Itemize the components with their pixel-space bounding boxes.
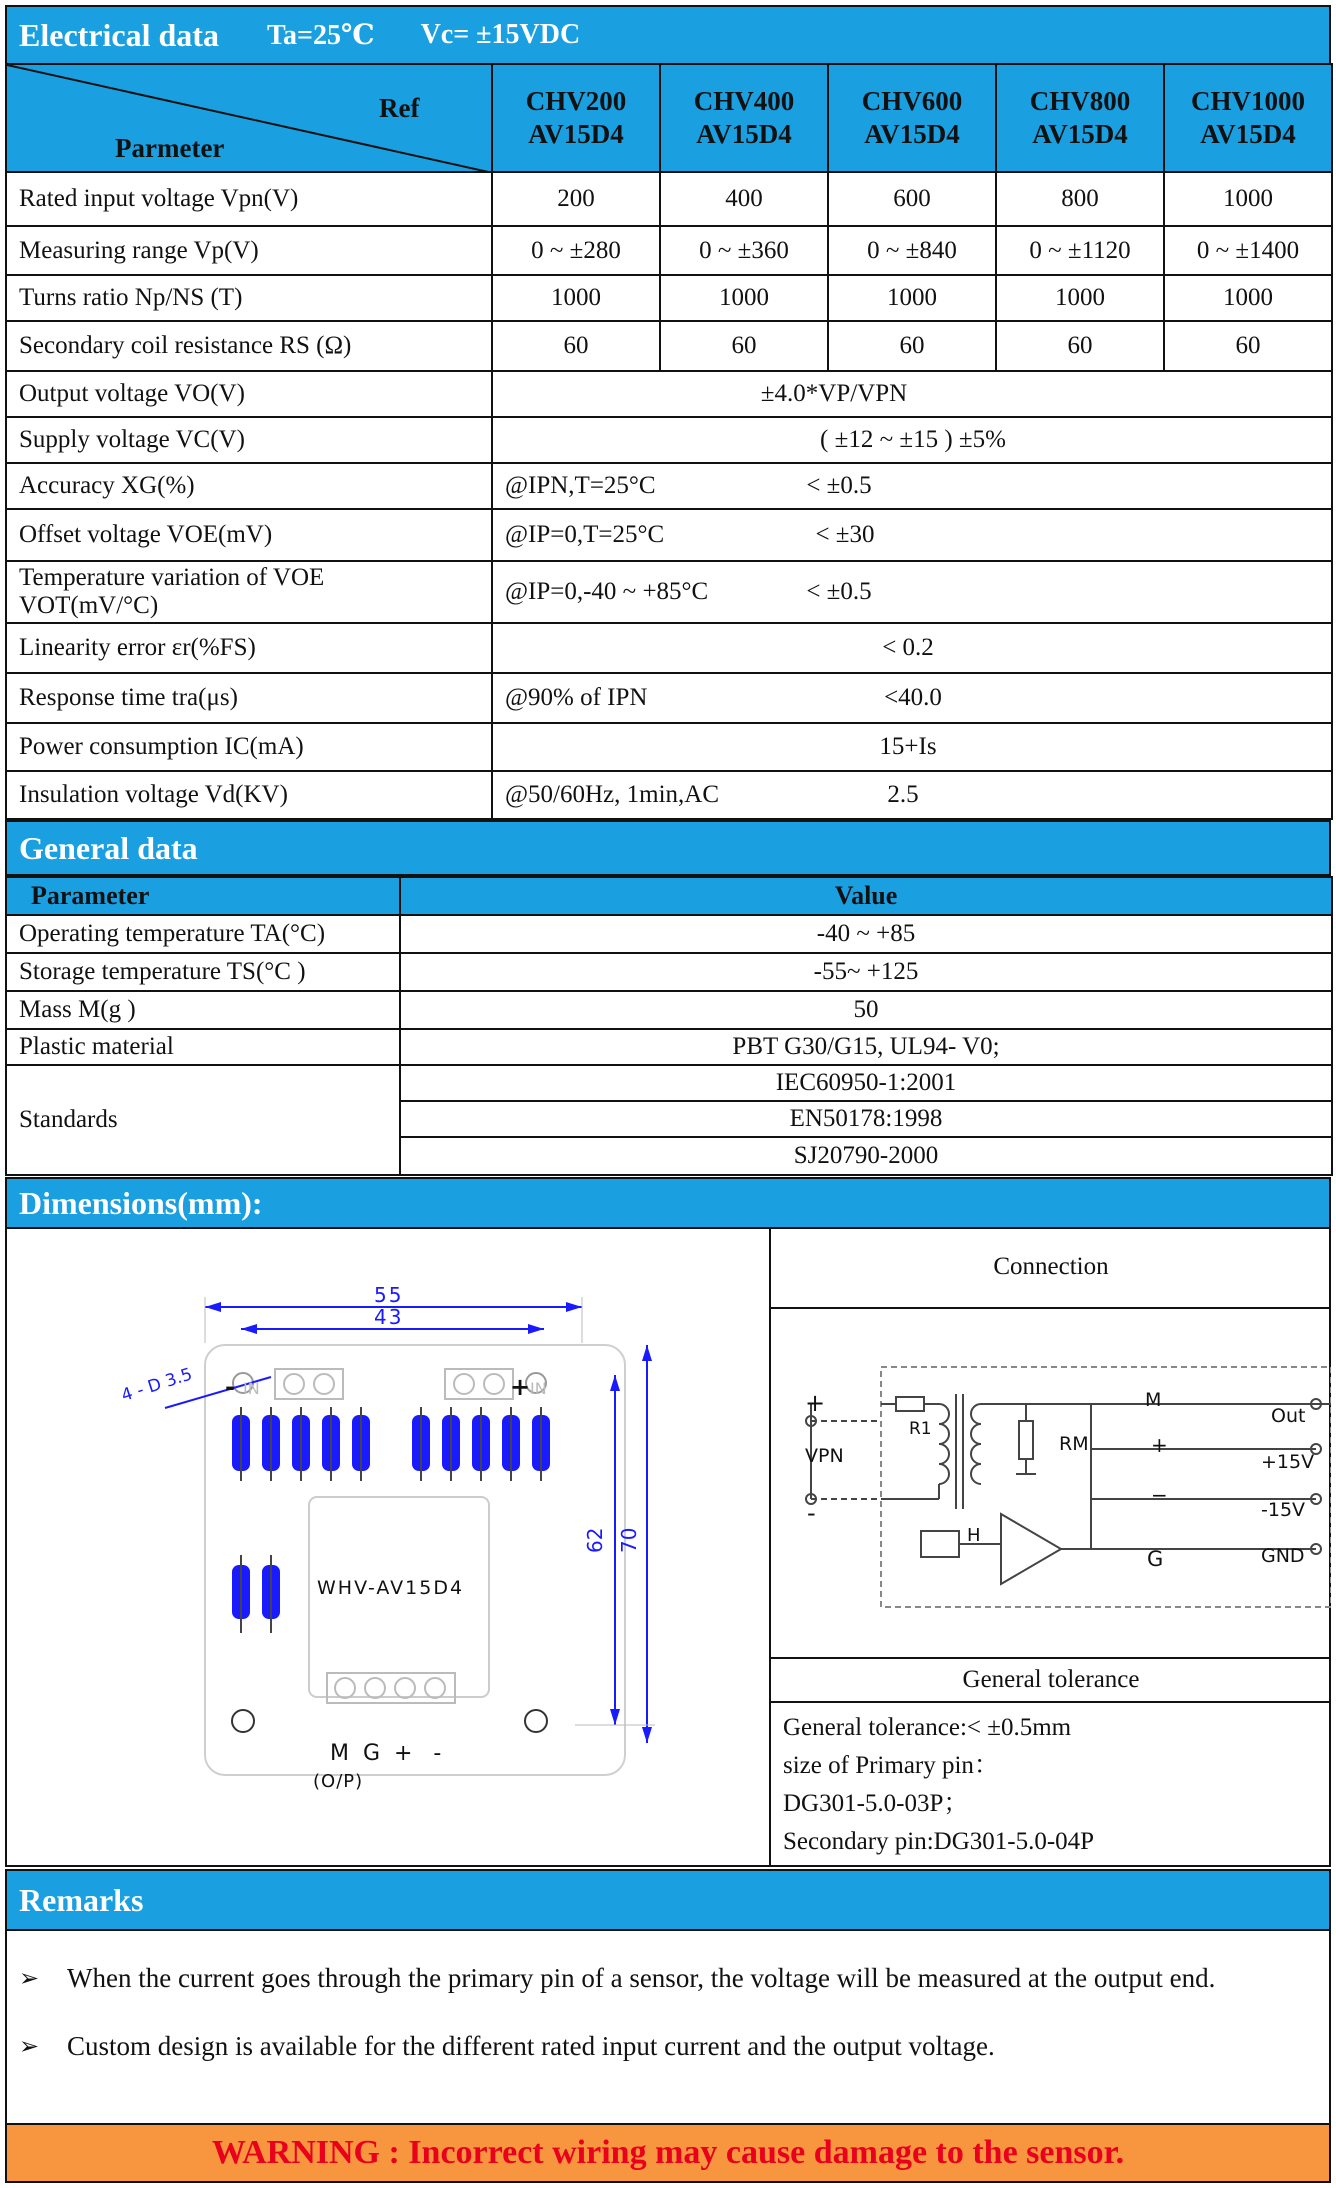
remarks-title: Remarks	[19, 1881, 144, 1918]
standard-value: IEC60950-1:2001	[400, 1065, 1332, 1101]
cell-value: 1000	[492, 275, 660, 321]
tolerance-line: size of Primary pin：	[783, 1752, 999, 1779]
model-header: CHV800 AV15D4	[996, 64, 1164, 172]
row-label: Supply voltage VC(V)	[6, 417, 492, 463]
span-cell	[492, 771, 1332, 819]
row-label: Temperature variation of VOE VOT(mV/°C)	[6, 561, 492, 623]
remark-item: ➢ When the current goes through the primary pin of a sensor, the voltage will be measured at the output end.	[19, 1963, 1216, 1993]
general-table	[5, 876, 1333, 1176]
arrow-bullet-icon: ➢	[19, 2032, 40, 2060]
table-row	[6, 371, 1332, 417]
row-label: Storage temperature TS(°C )	[6, 953, 400, 991]
span-cell	[492, 417, 1332, 463]
row-label: Mass M(g )	[6, 991, 400, 1029]
conn-r1: R1	[909, 1419, 932, 1439]
conn-plus: +	[805, 1389, 826, 1417]
table-row	[6, 673, 1332, 723]
dimension-62: 62	[583, 1527, 607, 1553]
row-label: Output voltage VO(V)	[6, 371, 492, 417]
dimensions-header	[5, 1177, 1331, 1229]
warning-banner: WARNING : Incorrect wiring may cause damage to the sensor.	[5, 2123, 1331, 2183]
cell-value: 60	[996, 321, 1164, 371]
table-row	[6, 417, 1332, 463]
tolerance-title: General tolerance	[771, 1657, 1331, 1703]
row-label: Insulation voltage Vd(KV)	[6, 771, 492, 819]
table-row	[6, 915, 1332, 953]
condition-text: @IP=0,-40 ~ +85°C	[505, 578, 709, 605]
cell-value: 1000	[1164, 172, 1332, 226]
arrow-bullet-icon: ➢	[19, 1964, 40, 1992]
row-label: Rated input voltage Vpn(V)	[6, 172, 492, 226]
parameter-column-header: Parameter	[6, 877, 400, 915]
conn-m: M	[1145, 1389, 1162, 1411]
cell-value: 60	[660, 321, 828, 371]
conn-minus: -	[807, 1499, 816, 1527]
cell-value: 60	[492, 321, 660, 371]
condition-text: @90% of IPN	[505, 684, 648, 711]
conn-rm: RM	[1059, 1433, 1089, 1455]
span-cell	[492, 463, 1332, 509]
span-cell	[492, 371, 1332, 417]
input-left-label: IN	[243, 1379, 260, 1398]
table-row	[6, 226, 1332, 275]
cell-value: 800	[996, 172, 1164, 226]
cell-value: 1000	[1164, 275, 1332, 321]
condition-text: @50/60Hz, 1min,AC	[505, 781, 719, 808]
mounting-hole-label: 4 - D 3.5	[119, 1364, 195, 1407]
value-text: < ±30	[815, 521, 875, 548]
span-cell	[492, 561, 1332, 623]
cell-value: -55~ +125	[400, 953, 1332, 991]
model-header: CHV1000 AV15D4	[1164, 64, 1332, 172]
standard-value: EN50178:1998	[400, 1101, 1332, 1137]
table-row	[6, 991, 1332, 1029]
remarks-header	[5, 1869, 1331, 1931]
cell-value: 0 ~ ±360	[660, 226, 828, 275]
cell-value: 60	[828, 321, 996, 371]
table-row	[6, 1065, 1332, 1101]
tolerance-line: DG301-5.0-03P；	[783, 1790, 969, 1817]
input-right-label: IN	[530, 1379, 547, 1398]
dimensions-title: Dimensions(mm):	[19, 1184, 263, 1221]
dimension-70: 70	[617, 1527, 641, 1553]
row-label: Offset voltage VOE(mV)	[6, 509, 492, 561]
table-row	[6, 561, 1332, 623]
row-label: Turns ratio Np/NS (T)	[6, 275, 492, 321]
ref-label: Ref	[379, 93, 420, 123]
tolerance-text	[783, 1709, 1323, 1861]
input-plus-label: +	[510, 1373, 531, 1401]
table-row	[6, 463, 1332, 509]
conn-opamp-plus: +	[1151, 1433, 1168, 1457]
dimension-55: 55	[374, 1283, 404, 1307]
span-cell	[492, 723, 1332, 771]
row-label: Measuring range Vp(V)	[6, 226, 492, 275]
supply-voltage-condition: Vc= ±15VDC	[420, 19, 581, 50]
cell-value: 1000	[996, 275, 1164, 321]
model-marking: WHV-AV15D4	[317, 1577, 465, 1599]
value-text: ( ±12 ~ ±15 ) ±5%	[820, 426, 1006, 453]
value-text: < ±0.5	[806, 472, 872, 499]
tolerance-line: General tolerance:< ±0.5mm	[783, 1714, 1072, 1741]
electrical-data-header	[5, 5, 1331, 65]
parameter-label: Parmeter	[115, 133, 225, 163]
tolerance-line: Secondary pin:DG301-5.0-04P	[783, 1828, 1095, 1855]
row-label: Accuracy XG(%)	[6, 463, 492, 509]
model-header: CHV200 AV15D4	[492, 64, 660, 172]
cell-value: -40 ~ +85	[400, 915, 1332, 953]
remarks-area	[5, 1931, 1331, 2123]
cell-value: 60	[1164, 321, 1332, 371]
cell-value: 600	[828, 172, 996, 226]
general-data-title: General data	[19, 829, 198, 866]
cell-value: 1000	[828, 275, 996, 321]
conn-g: G	[1147, 1547, 1164, 1571]
row-label: Response time tra(μs)	[6, 673, 492, 723]
conn-out: Out	[1271, 1405, 1306, 1427]
row-label: Plastic material	[6, 1029, 400, 1065]
cell-value: 0 ~ ±1400	[1164, 226, 1332, 275]
model-header: CHV400 AV15D4	[660, 64, 828, 172]
row-label: Secondary coil resistance RS (Ω)	[6, 321, 492, 371]
datasheet-page	[5, 5, 1331, 2183]
table-row	[6, 172, 1332, 226]
board-outline	[205, 1345, 625, 1775]
row-label: Linearity error εr(%FS)	[6, 623, 492, 673]
electrical-data-title: Electrical data	[19, 16, 219, 53]
output-pins-label: M G + -	[330, 1741, 442, 1766]
value-text: 15+Is	[879, 733, 937, 760]
connection-title: Connection	[771, 1227, 1331, 1309]
remark-item: ➢ Custom design is available for the different rated input current and the output voltage.	[19, 2031, 995, 2061]
input-minus-label: -	[225, 1373, 235, 1401]
span-cell	[492, 509, 1332, 561]
value-text: < ±0.5	[806, 578, 872, 605]
cell-value: 200	[492, 172, 660, 226]
general-data-header	[5, 820, 1331, 876]
conn-gnd: GND	[1261, 1545, 1305, 1567]
ref-parameter-header	[6, 64, 492, 172]
condition-text: @IPN,T=25°C	[505, 472, 656, 499]
span-cell	[492, 623, 1332, 673]
value-column-header: Value	[400, 877, 1332, 915]
value-text: ±4.0*VP/VPN	[760, 380, 908, 407]
conn-minus15v: -15V	[1261, 1499, 1306, 1521]
table-row	[6, 723, 1332, 771]
conn-opamp-minus: −	[1151, 1483, 1168, 1507]
cell-value: 0 ~ ±1120	[996, 226, 1164, 275]
standards-label: Standards	[6, 1065, 400, 1175]
row-label: Operating temperature TA(°C)	[6, 915, 400, 953]
ambient-temperature: Ta=25℃	[266, 20, 375, 51]
cell-value: 0 ~ ±840	[828, 226, 996, 275]
span-cell	[492, 673, 1332, 723]
table-row	[6, 771, 1332, 819]
dimension-43: 43	[374, 1305, 404, 1329]
table-row	[6, 275, 1332, 321]
table-row	[6, 321, 1332, 371]
cell-value: PBT G30/G15, UL94- V0;	[400, 1029, 1332, 1065]
model-header: CHV600 AV15D4	[828, 64, 996, 172]
table-row	[6, 623, 1332, 673]
value-text: <40.0	[884, 684, 942, 711]
cell-value: 0 ~ ±280	[492, 226, 660, 275]
connection-diagram	[771, 1309, 1331, 1649]
standard-value: SJ20790-2000	[400, 1137, 1332, 1175]
value-text: < 0.2	[882, 634, 934, 661]
row-label: Power consumption IC(mA)	[6, 723, 492, 771]
table-row	[6, 1029, 1332, 1065]
condition-text: @IP=0,T=25°C	[505, 521, 665, 548]
conn-plus15v: +15V	[1261, 1451, 1315, 1473]
table-row	[6, 509, 1332, 561]
cell-value: 400	[660, 172, 828, 226]
value-text: 2.5	[887, 781, 919, 808]
output-label: (O/P)	[313, 1771, 364, 1792]
table-row	[6, 953, 1332, 991]
cell-value: 1000	[660, 275, 828, 321]
cell-value: 50	[400, 991, 1332, 1029]
conn-vpn: VPN	[805, 1445, 844, 1467]
conn-h: H	[967, 1525, 981, 1546]
electrical-table	[5, 63, 1333, 820]
